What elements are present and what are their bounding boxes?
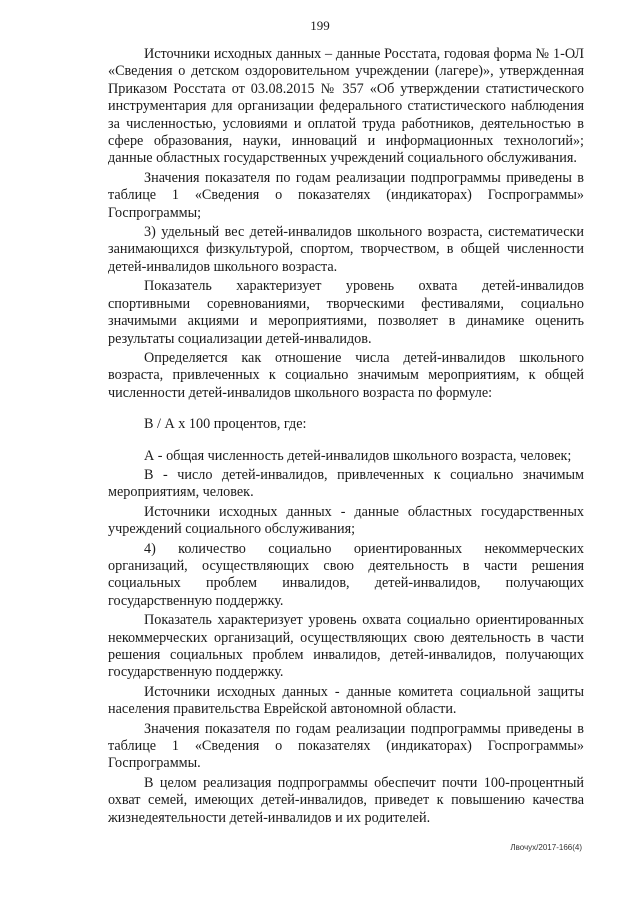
paragraph-formula-intro: Определяется как отношение числа детей-инвалидов школьного возраста, привлеченных к социально значимым мероприятиям, к общей численности детей-инвалидов школьного возраста по формуле:	[108, 349, 584, 401]
formula: В / А х 100 процентов, где:	[144, 416, 307, 433]
paragraph-indicator-values-table: Значения показателя по годам реализации подпрограммы приведены в таблице 1 «Сведения о показателях (индикаторах) Госпрограммы» Госпрограммы;	[108, 169, 584, 221]
paragraph-data-sources-rosstat: Источники исходных данных – данные Росстата, годовая форма № 1-ОЛ «Сведения о детском оздоровительном учреждении (лагере)», утвержденная Приказом Росстата от 03.08.2015 № 357 «Об утверждении статистического инструментария для организации федерального статистического наблюдения за численностью, условиями и оплатой труда работников, деятельностью в сфере образования, науки, инноваций и информационных технологий»; данные областных государственных учреждений социального обслуживания.	[108, 46, 584, 167]
paragraph-indicator-4-description: Показатель характеризует уровень охвата социально ориентированных некоммерческих организаций, осуществляющих свою деятельность в части решения социальных проблем инвалидов, детей-инвалидов, получающих государственную поддержку.	[108, 612, 584, 681]
paragraph-data-sources-committee: Источники исходных данных - данные комитета социальной защиты населения правительства Еврейской автономной области.	[108, 683, 584, 718]
paragraph-variable-b: В - число детей-инвалидов, привлеченных к социально значимым мероприятиям, человек.	[108, 466, 584, 501]
document-code: Лвочух/2017-166(4)	[510, 843, 582, 852]
document-body	[108, 46, 584, 829]
paragraph-data-sources-institutions: Источники исходных данных - данные областных государственных учреждений социального обслуживания;	[108, 503, 584, 538]
paragraph-variable-a: А - общая численность детей-инвалидов школьного возраста, человек;	[144, 447, 572, 464]
paragraph-indicator-3-description: Показатель характеризует уровень охвата детей-инвалидов спортивными соревнованиями, творческими фестивалями, социально значимыми акциями и мероприятиями, позволяет в динамике оценить результаты социализации детей-инвалидов.	[108, 278, 584, 347]
page-number: 199	[310, 18, 330, 33]
paragraph-indicator-values-table-2: Значения показателя по годам реализации подпрограммы приведены в таблице 1 «Сведения о показателях (индикаторах) Госпрограммы» Госпрограммы.	[108, 720, 584, 772]
paragraph-indicator-3: 3) удельный вес детей-инвалидов школьного возраста, систематически занимающихся физкультурой, спортом, творчеством, в общей численности детей-инвалидов школьного возраста.	[108, 224, 584, 275]
paragraph-conclusion: В целом реализация подпрограммы обеспечит почти 100-процентный охват семей, имеющих детей-инвалидов, приведет к повышению качества жизнедеятельности детей-инвалидов и их родителей.	[108, 774, 584, 826]
paragraph-indicator-4: 4) количество социально ориентированных некоммерческих организаций, осуществляющих свою деятельность в части решения социальных проблем инвалидов, детей-инвалидов, получающих государственную поддержку.	[108, 540, 584, 609]
